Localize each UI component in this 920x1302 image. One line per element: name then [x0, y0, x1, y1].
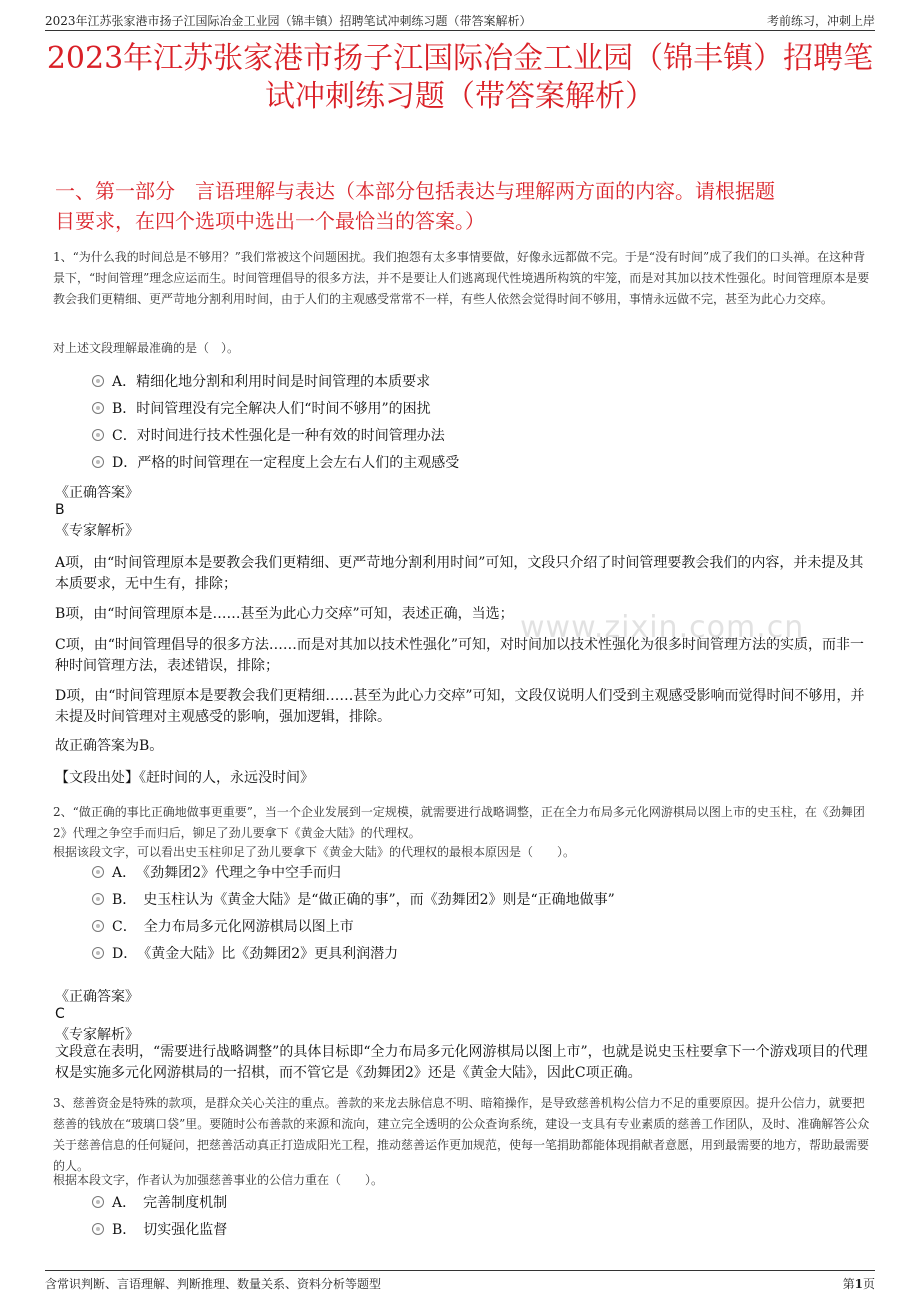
q2-analysis: 文段意在表明，“需要进行战略调整”的具体目标即“全力布局多元化网游棋局以图上市”，也就是说史玉柱要拿下一个游戏项目的代理权是实施多元化网游棋局的一招棋，而不管它是《劲舞团2》还是《黄金大陆》，因此C项正确。 — [55, 1044, 868, 1081]
header-doc-title: 2023年江苏张家港市扬子江国际冶金工业园（锦丰镇）招聘笔试冲刺练习题（带答案解析） — [45, 14, 532, 28]
q1-option-d[interactable]: D．严格的时间管理在一定程度上会左右人们的主观感受 — [92, 452, 872, 474]
page-footer — [45, 1270, 875, 1291]
q1-answer-label: 《正确答案》 — [55, 485, 139, 501]
radio-icon[interactable] — [92, 866, 104, 878]
q1-analysis-d: D项，由“时间管理原本是要教会我们更精细……甚至为此心力交瘁”可知，文段仅说明人们受到主观感受影响而觉得时间不够用，并未提及时间管理对主观感受的影响，强加逻辑，排除。 — [55, 688, 865, 725]
document-title — [30, 40, 890, 116]
title-line-1: 2023年江苏张家港市扬子江国际冶金工业园（锦丰镇）招聘笔 — [46, 41, 874, 76]
q1-option-a[interactable]: A．精细化地分割和利用时间是时间管理的本质要求 — [92, 371, 872, 393]
q2-analysis-label: 《专家解析》 — [55, 1027, 139, 1043]
q3-option-b[interactable]: B． 切实强化监督 — [92, 1219, 872, 1241]
radio-icon[interactable] — [92, 1223, 104, 1235]
q1-stem: 1、“为什么我的时间总是不够用？”我们常被这个问题困扰。我们抱怨有太多事情要做，好像永远都做不完。于是“没有时间”成了我们的口头禅。在这种背景下，“时间管理”理念应运而生。时间管理倡导的很多方法，并不是要让人们逃离现代性境遇所构筑的牢笼，而是对其加以技术性强化。时间管理原本是要教会我们更精细、更严苛地分割利用时间，由于人们的主观感受常常不一样，有些人依然会觉得时间不够用，事情永远做不完，甚至为此心力交瘁。 — [53, 250, 870, 306]
q1-question: 对上述文段理解最准确的是（ ）。 — [53, 341, 240, 355]
q1-conclusion: 故正确答案为B。 — [55, 738, 164, 754]
q3-stem: 3、慈善资金是特殊的款项，是群众关心关注的重点。善款的来龙去脉信息不明、暗箱操作，是导致慈善机构公信力不足的重要原因。提升公信力，就要把慈善的钱放在“玻璃口袋”里。要随时公布善款的来源和流向，建立完全透明的公众查询系统，建设一支具有专业素质的慈善工作团队，及时、准确解答公众关于慈善信息的任何疑问，把慈善活动真正打造成阳光工程，推动慈善运作更加规范，使每一笔捐助都能体现捐献者意愿，用到最需要的地方，帮助最需要的人。 — [53, 1096, 870, 1173]
q2-option-a[interactable]: A． 《劲舞团2》代理之争中空手而归 — [92, 862, 872, 884]
watermark: www.zixin.com.cn — [520, 610, 805, 645]
radio-icon[interactable] — [92, 402, 104, 414]
q2-answer: C — [55, 1006, 65, 1022]
q2-question: 根据该段文字，可以看出史玉柱卯足了劲儿要拿下《黄金大陆》的代理权的最根本原因是（ ）。 — [53, 845, 576, 859]
section-heading-line-1: 一、第一部分 言语理解与表达（本部分包括表达与理解两方面的内容。请根据题 — [55, 179, 775, 203]
q1-answer: B — [55, 502, 65, 518]
q1-option-b[interactable]: B．时间管理没有完全解决人们“时间不够用”的困扰 — [92, 398, 872, 420]
q2-option-d[interactable]: D． 《黄金大陆》比《劲舞团2》更具利润潜力 — [92, 943, 872, 965]
q3-question: 根据本段文字，作者认为加强慈善事业的公信力重在（ ）。 — [53, 1173, 384, 1187]
page-header — [45, 8, 875, 31]
q2-answer-label: 《正确答案》 — [55, 989, 139, 1005]
radio-icon[interactable] — [92, 947, 104, 959]
q2-option-c[interactable]: C． 全力布局多元化网游棋局以图上市 — [92, 916, 872, 938]
q1-analysis-label: 《专家解析》 — [55, 523, 139, 539]
q1-analysis-b: B项，由“时间管理原本是……甚至为此心力交瘁”可知，表述正确，当选； — [55, 606, 514, 622]
section-heading-line-2: 目要求，在四个选项中选出一个最恰当的答案。） — [55, 209, 485, 233]
q1-option-c[interactable]: C．对时间进行技术性强化是一种有效的时间管理办法 — [92, 425, 872, 447]
radio-icon[interactable] — [92, 893, 104, 905]
q1-source: 【文段出处】《赶时间的人，永远没时间》 — [55, 770, 314, 786]
section-heading — [55, 176, 880, 236]
q2-stem: 2、“做正确的事比正确地做事更重要”，当一个企业发展到一定规模，就需要进行战略调整，正在全力布局多元化网游棋局以图上市的史玉柱，在《劲舞团2》代理之争空手而归后，铆足了劲儿要拿下《黄金大陆》的代理权。 — [53, 805, 865, 840]
header-slogan: 考前练习，冲刺上岸 — [766, 14, 875, 28]
q2-option-b[interactable]: B． 史玉柱认为《黄金大陆》是“做正确的事”，而《劲舞团2》则是“正确地做事” — [92, 889, 872, 911]
q1-analysis-c: C项，由“时间管理倡导的很多方法……而是对其加以技术性强化”可知，对时间加以技术性强化为很多时间管理方法的实质，而非一种时间管理方法，表述错误，排除； — [55, 637, 865, 674]
q3-option-a[interactable]: A． 完善制度机制 — [92, 1192, 872, 1214]
radio-icon[interactable] — [92, 375, 104, 387]
radio-icon[interactable] — [92, 429, 104, 441]
title-line-2: 试冲刺练习题（带答案解析） — [265, 79, 655, 114]
footer-description: 含常识判断、言语理解、判断推理、数量关系、资料分析等题型 — [45, 1277, 382, 1291]
radio-icon[interactable] — [92, 920, 104, 932]
radio-icon[interactable] — [92, 456, 104, 468]
radio-icon[interactable] — [92, 1196, 104, 1208]
page-number: 第1页 — [842, 1277, 875, 1291]
q1-analysis-a: A项，由“时间管理原本是要教会我们更精细、更严苛地分割利用时间”可知，文段只介绍了时间管理要教会我们的内容，并未提及其本质要求，无中生有，排除； — [55, 555, 864, 592]
